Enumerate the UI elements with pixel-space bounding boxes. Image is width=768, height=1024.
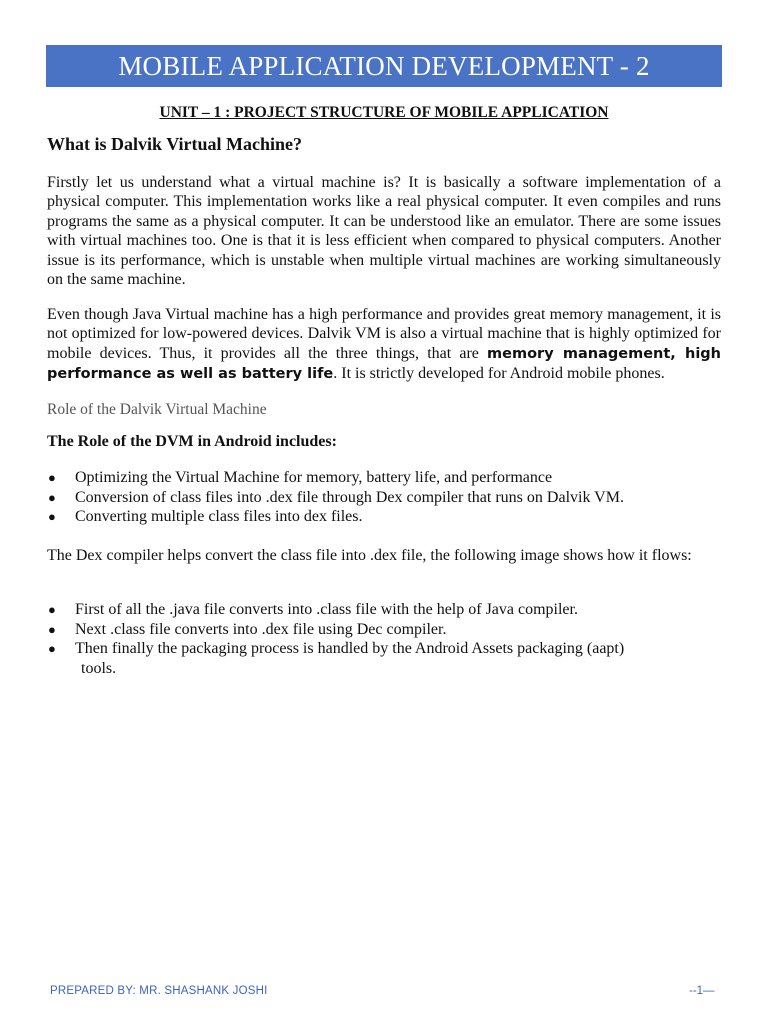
list-item bbox=[47, 639, 727, 678]
list-item-text: Then finally the packaging process is handled by the Android Assets packaging (aapt) bbox=[75, 640, 625, 658]
list-item-text: Next .class file converts into .dex file using Dec compiler. bbox=[75, 620, 447, 638]
footer-prepared-by: PREPARED BY: MR. SHASHANK JOSHI bbox=[50, 985, 268, 997]
section-question-heading: What is Dalvik Virtual Machine? bbox=[47, 134, 303, 154]
bullet-icon: ● bbox=[48, 641, 56, 657]
unit-heading: UNIT – 1 : PROJECT STRUCTURE OF MOBILE APPLICATION bbox=[159, 104, 609, 121]
list-item bbox=[47, 600, 727, 620]
document-title-banner bbox=[46, 45, 722, 87]
list-item bbox=[47, 620, 727, 640]
paragraph-jvm-text-end: . It is strictly developed for Android mobile phones. bbox=[333, 365, 665, 383]
list-item-continuation: tools. bbox=[81, 659, 117, 677]
bullet-icon: ● bbox=[48, 621, 56, 637]
paragraph-virtual-machine: Firstly let us understand what a virtual machine is? It is basically a software implementation of a physical computer. This implementation works like a real physical computer. It even compiles and runs programs the same as a physical computer. It can be understood like an emulator. There are some issues with virtual machines too. One is that it is less efficient when compared to physical computers. Another issue is its performance, which is unstable when multiple virtual machines are working simultaneously on the same machine. bbox=[47, 174, 721, 289]
list-item bbox=[47, 507, 727, 527]
roles-list bbox=[47, 468, 727, 527]
document-title: MOBILE APPLICATION DEVELOPMENT - 2 bbox=[118, 50, 650, 81]
bullet-icon: ● bbox=[48, 470, 56, 485]
bullet-icon: ● bbox=[48, 489, 56, 505]
list-item bbox=[47, 488, 727, 508]
roles-heading: The Role of the DVM in Android includes: bbox=[47, 433, 337, 450]
steps-list bbox=[47, 600, 727, 678]
list-item-text: Optimizing the Virtual Machine for memory, battery life, and performance bbox=[75, 469, 553, 486]
list-item-text: First of all the .java file converts into .class file with the help of Java compiler. bbox=[75, 601, 578, 618]
bullet-icon: ● bbox=[48, 602, 56, 617]
paragraph-jvm-text-start: Even though Java Virtual machine has a high performance and provides great memory management, it is not optimized for low-powered devices. Dalvik VM is also a virtual machine that is highly optimized for mobile devices. Thus, it provides all the three things, that are bbox=[47, 306, 721, 362]
paragraph-jvm-bold-text: memory management, high performance as well as battery life bbox=[47, 345, 721, 383]
paragraph-dex-compiler: The Dex compiler helps convert the class file into .dex file, the following image shows how it flows: bbox=[47, 547, 692, 564]
list-item-text: Conversion of class files into .dex file through Dex compiler that runs on Dalvik VM. bbox=[75, 488, 624, 506]
footer-page-number: --1— bbox=[689, 985, 715, 997]
bullet-icon: ● bbox=[48, 509, 56, 525]
paragraph-jvm-vs-dvm bbox=[47, 305, 721, 385]
role-subtitle: Role of the Dalvik Virtual Machine bbox=[47, 401, 267, 418]
list-item bbox=[47, 468, 727, 488]
list-item-text: Converting multiple class files into dex files. bbox=[75, 508, 363, 526]
